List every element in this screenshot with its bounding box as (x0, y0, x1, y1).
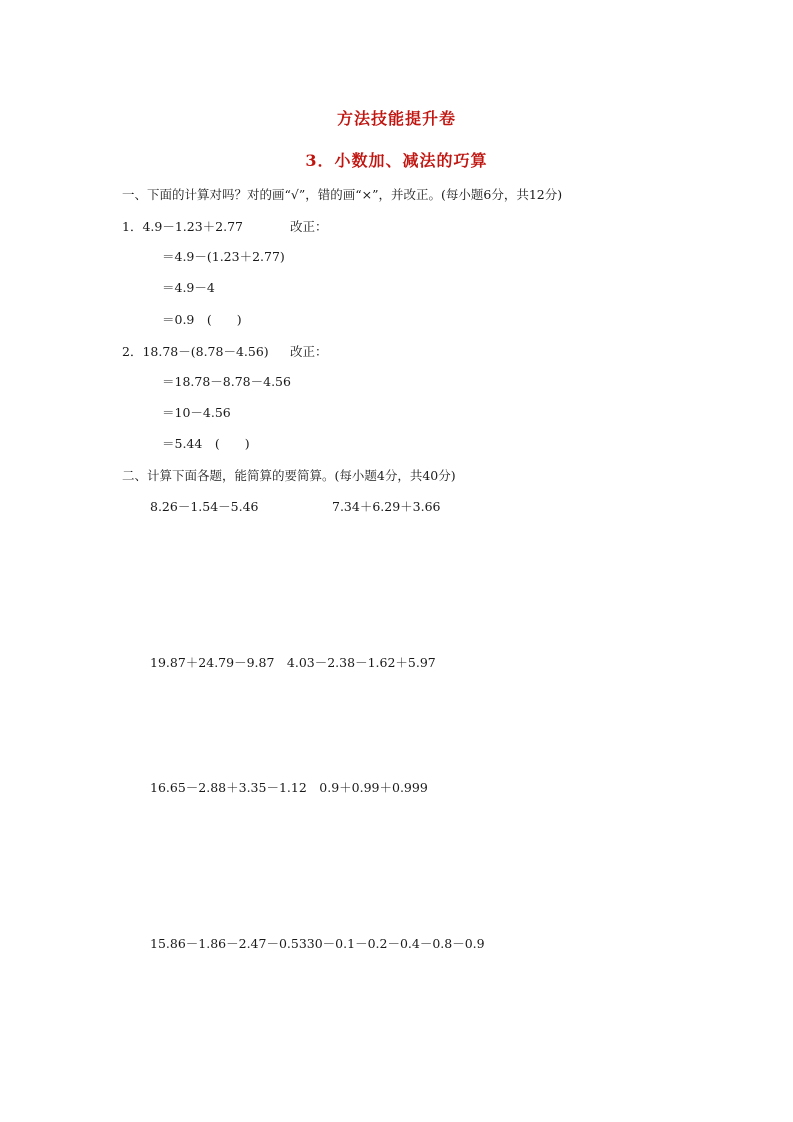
q2-expression: 2．18.78－(8.78－4.56) (122, 344, 269, 359)
q2-correction-label: 改正： (290, 344, 328, 359)
q1-expression: 1．4.9－1.23＋2.77 (122, 219, 243, 234)
problem-row-2: 19.87＋24.79－9.87 4.03－2.38－1.62＋5.97 (150, 655, 436, 670)
q1-correction-label: 改正： (290, 219, 328, 234)
section1-heading: 一、下面的计算对吗？对的画“√”，错的画“×”，并改正。(每小题6分，共12分) (122, 187, 563, 202)
problem-row-4: 15.86－1.86－2.47－0.5330－0.1－0.2－0.4－0.8－0.9 (150, 936, 485, 951)
section2-heading: 二、计算下面各题，能简算的要简算。(每小题4分，共40分) (122, 468, 456, 483)
q2-step-3: ＝5.44 ( ) (162, 436, 250, 451)
problem-1b: 7.34＋6.29＋3.66 (332, 499, 441, 514)
q1-step-1: ＝4.9－(1.23＋2.77) (162, 249, 285, 264)
q2-step-1: ＝18.78－8.78－4.56 (162, 374, 291, 389)
q1-step-2: ＝4.9－4 (162, 280, 215, 295)
q1-step-3: ＝0.9 ( ) (162, 312, 242, 327)
q2-step-2: ＝10－4.56 (162, 405, 231, 420)
problem-row-3: 16.65－2.88＋3.35－1.12 0.9＋0.99＋0.999 (150, 780, 428, 795)
page-title: 方法技能提升卷 (336, 109, 456, 128)
page-subtitle: 3．小数加、减法的巧算 (305, 151, 488, 170)
problem-1a: 8.26－1.54－5.46 (150, 499, 259, 514)
